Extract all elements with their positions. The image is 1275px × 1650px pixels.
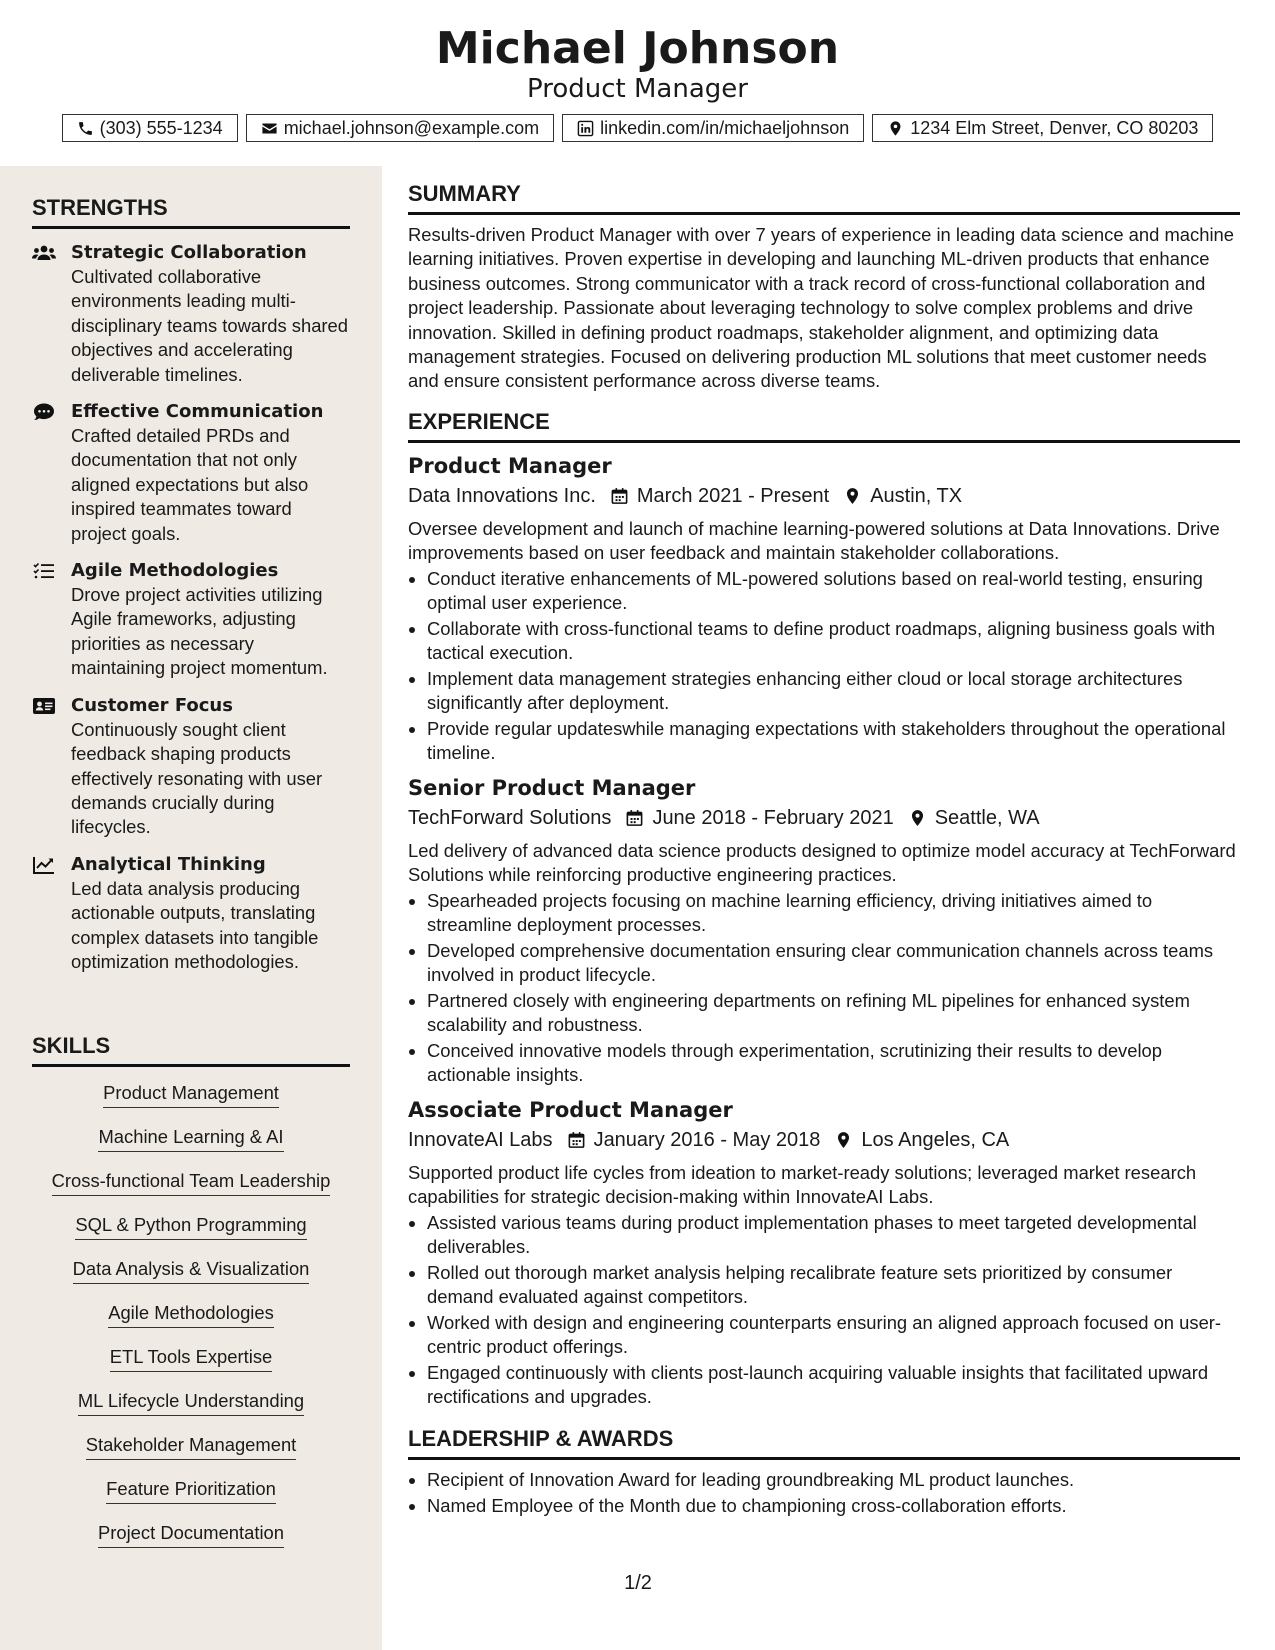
- id-card-icon: [32, 696, 56, 716]
- skill-tag: Cross-functional Team Leadership: [52, 1169, 331, 1196]
- strength-description: Cultivated collaborative environments leading multi-disciplinary teams towards shared objectives and accelerating deliverable timelines.: [71, 266, 348, 385]
- job-bullets: [408, 1211, 1240, 1409]
- awards-list: [408, 1468, 1240, 1518]
- job-bullet: • Provide regular updateswhile managing expectations with stakeholders throughout the operational timeline.: [427, 717, 1240, 765]
- skill-tag: ML Lifecycle Understanding: [78, 1389, 304, 1416]
- job-entry: [408, 451, 1240, 765]
- strength-description: Continuously sought client feedback shaping products effectively resonating with user demands crucially during lifecycles.: [71, 718, 323, 838]
- job-description: Oversee development and launch of machine learning-powered solutions at Data Innovations. Drive improvements based on user feedback and maintain stakeholder collaborations.: [408, 517, 1220, 563]
- users-icon: [32, 243, 56, 263]
- strength-item: [32, 853, 350, 975]
- skill-tag: Data Analysis & Visualization: [73, 1257, 310, 1284]
- job-title: Senior Product Manager: [408, 775, 696, 800]
- email-contact[interactable]: [246, 114, 554, 142]
- skill-tag: ETL Tools Expertise: [110, 1345, 273, 1372]
- job-bullet: • Worked with design and engineering counterparts ensuring an aligned approach focused on user-centric product offerings.: [427, 1311, 1240, 1359]
- strength-title: Agile Methodologies: [71, 560, 279, 582]
- experience-section: [408, 394, 1240, 1409]
- job-company: TechForward Solutions: [408, 806, 612, 829]
- summary-heading: SUMMARY: [408, 166, 1240, 215]
- award-item: • Named Employee of the Month due to championing cross-collaboration efforts.: [427, 1494, 1240, 1518]
- envelope-icon: [261, 120, 278, 137]
- map-pin-icon: [843, 486, 862, 506]
- job-title: Product Manager: [408, 453, 612, 478]
- contact-bar: [0, 114, 1275, 142]
- skill-tag: Agile Methodologies: [108, 1301, 274, 1328]
- candidate-name: Michael Johnson: [435, 23, 840, 74]
- job-company: InnovateAI Labs: [408, 1128, 553, 1151]
- job-description: Supported product life cycles from ideation to market-ready solutions; leveraged market research capabilities for strategic decision-making within InnovateAI Labs.: [408, 1161, 1197, 1207]
- job-bullet: • Spearheaded projects focusing on machine learning efficiency, driving initiatives aimed to streamline deployment processes.: [427, 889, 1240, 937]
- phone-icon: [77, 120, 94, 137]
- job-bullet: • Assisted various teams during product implementation phases to meet targeted developmental deliverables.: [427, 1211, 1240, 1259]
- job-entry: [408, 773, 1240, 1087]
- line-chart-icon: [32, 855, 56, 875]
- job-dates: June 2018 - February 2021: [652, 806, 894, 829]
- phone-text: (303) 555-1234: [99, 117, 223, 138]
- linkedin-text: linkedin.com/in/michaeljohnson: [600, 117, 850, 138]
- calendar-icon: [625, 808, 644, 828]
- job-meta: [408, 481, 1240, 511]
- awards-section: [408, 1411, 1240, 1518]
- experience-heading: EXPERIENCE: [408, 394, 1240, 443]
- address-text: 1234 Elm Street, Denver, CO 80203: [910, 117, 1199, 138]
- strength-title: Analytical Thinking: [71, 853, 266, 875]
- job-location: Los Angeles, CA: [861, 1128, 1010, 1151]
- strengths-heading: STRENGTHS: [32, 180, 350, 229]
- candidate-role: Product Manager: [527, 74, 748, 104]
- map-pin-icon: [887, 120, 904, 137]
- phone-contact[interactable]: [62, 114, 238, 142]
- job-entry: [408, 1095, 1240, 1409]
- strength-item: [32, 241, 350, 387]
- skill-tag: Stakeholder Management: [86, 1433, 297, 1460]
- strength-title: Effective Communication: [71, 401, 324, 423]
- sidebar: [0, 166, 382, 1650]
- strength-description: Led data analysis producing actionable outputs, translating complex datasets into tangible optimization methodologies.: [71, 877, 319, 972]
- strengths-list: [32, 241, 350, 974]
- summary-section: [408, 166, 1240, 394]
- job-bullet: • Conceived innovative models through experimentation, scrutinizing their results to develop actionable insights.: [427, 1039, 1240, 1087]
- skills-heading: SKILLS: [32, 1018, 350, 1067]
- job-bullet: • Developed comprehensive documentation ensuring clear communication channels across teams involved in product lifecycle.: [427, 939, 1240, 987]
- address-contact[interactable]: [872, 114, 1213, 142]
- job-title: Associate Product Manager: [408, 1097, 733, 1122]
- job-bullet: • Engaged continuously with clients post-launch acquiring valuable insights that facilitated upward rectifications and upgrades.: [427, 1361, 1240, 1409]
- job-bullets: [408, 889, 1240, 1087]
- calendar-icon: [610, 486, 629, 506]
- resume-header: [0, 0, 1275, 166]
- strength-description: Crafted detailed PRDs and documentation that not only aligned expectations but also inspired teammates toward project goals.: [71, 425, 309, 544]
- chat-bubble-icon: [32, 402, 56, 422]
- summary-text: Results-driven Product Manager with over 7 years of experience in leading data science and machine learning initiatives. Proven expertise in developing and launching ML-driven products that enhance business outcomes. Strong communicator with a track record of cross-functional collaboration and project leadership. Passionate about leveraging technology to solve complex problems and drive innovation. Skilled in defining product roadmaps, stakeholder alignment, and optimizing data management strategies. Focused on delivering production ML solutions that meet customer needs and ensure consistent performance across diverse teams.: [408, 224, 1234, 392]
- skill-tag: SQL & Python Programming: [75, 1213, 306, 1240]
- awards-heading: LEADERSHIP & AWARDS: [408, 1411, 1240, 1460]
- calendar-icon: [567, 1130, 586, 1150]
- strengths-section: [32, 180, 350, 974]
- linkedin-contact[interactable]: [562, 114, 864, 142]
- strength-item: [32, 559, 350, 681]
- skills-section: [32, 1018, 350, 1565]
- job-location: Austin, TX: [870, 484, 963, 507]
- job-bullet: • Partnered closely with engineering departments on refining ML pipelines for enhanced system scalability and robustness.: [427, 989, 1240, 1037]
- job-bullet: • Implement data management strategies enhancing either cloud or local storage architectures significantly after deployment.: [427, 667, 1240, 715]
- job-bullet: • Conduct iterative enhancements of ML-powered solutions based on real-world testing, ensuring optimal user experience.: [427, 567, 1240, 615]
- job-dates: March 2021 - Present: [636, 484, 830, 507]
- skill-tag: Project Documentation: [98, 1521, 284, 1548]
- skill-tag: Machine Learning & AI: [98, 1125, 283, 1152]
- job-description: Led delivery of advanced data science products designed to optimize model accuracy at TechForward Solutions while reinforcing productive engineering practices.: [408, 839, 1236, 885]
- strength-item: [32, 694, 350, 840]
- strength-item: [32, 400, 350, 546]
- job-bullet: • Rolled out thorough market analysis helping recalibrate feature sets prioritized by consumer demand evaluated against competitors.: [427, 1261, 1240, 1309]
- strength-title: Customer Focus: [71, 694, 233, 716]
- award-item: • Recipient of Innovation Award for leading groundbreaking ML product launches.: [427, 1468, 1240, 1492]
- page-number: 1/2: [624, 1572, 652, 1594]
- map-pin-icon: [908, 808, 927, 828]
- skills-list: [32, 1081, 350, 1565]
- job-company: Data Innovations Inc.: [408, 484, 596, 507]
- job-meta: [408, 1125, 1240, 1155]
- job-bullet: • Collaborate with cross-functional teams to define product roadmaps, aligning business goals with tactical execution.: [427, 617, 1240, 665]
- job-location: Seattle, WA: [934, 806, 1040, 829]
- skill-tag: Product Management: [103, 1081, 279, 1108]
- strength-description: Drove project activities utilizing Agile frameworks, adjusting priorities as necessary maintaining project momentum.: [71, 584, 328, 679]
- job-meta: [408, 803, 1240, 833]
- job-dates: January 2016 - May 2018: [593, 1128, 821, 1151]
- map-pin-icon: [834, 1130, 853, 1150]
- skill-tag: Feature Prioritization: [106, 1477, 276, 1504]
- email-text: michael.johnson@example.com: [283, 117, 540, 138]
- linkedin-icon: [577, 120, 594, 137]
- task-list-icon: [32, 561, 56, 581]
- job-bullets: [408, 567, 1240, 765]
- strength-title: Strategic Collaboration: [71, 242, 307, 263]
- main-column: [408, 166, 1240, 1520]
